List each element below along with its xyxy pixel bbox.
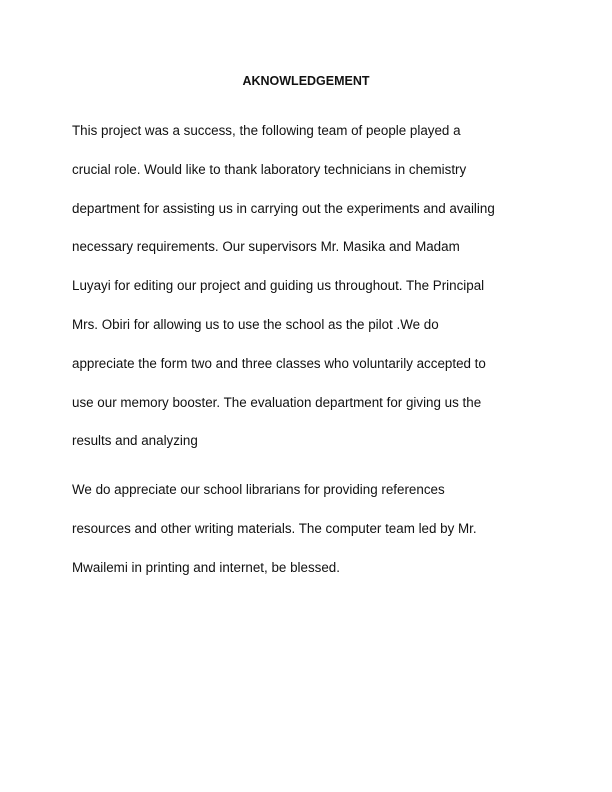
text-line: appreciate the form two and three classes who voluntarily accepted to <box>72 355 486 371</box>
text-line: crucial role. Would like to thank laboratory technicians in chemistry <box>72 161 467 177</box>
text-line: department for assisting us in carrying out the experiments and availing <box>72 200 495 216</box>
text-line: This project was a success, the following team of people played a <box>72 123 461 138</box>
text-line: resources and other writing materials. The computer team led by Mr. <box>72 520 477 536</box>
paragraph-2 <box>72 480 552 596</box>
text-line: Mwailemi in printing and internet, be blessed. <box>72 559 340 575</box>
text-line: We do appreciate our school librarians for providing references <box>72 482 445 497</box>
text-line: Luyayi for editing our project and guiding us throughout. The Principal <box>72 278 485 294</box>
page-title: AKNOWLEDGEMENT <box>242 74 370 88</box>
text-line: use our memory booster. The evaluation department for giving us the <box>72 394 482 410</box>
paragraph-1 <box>72 121 552 470</box>
text-line: Mrs. Obiri for allowing us to use the school as the pilot .We do <box>72 316 439 332</box>
text-line: necessary requirements. Our supervisors Mr. Masika and Madam <box>72 239 460 255</box>
text-line: results and analyzing <box>72 433 198 449</box>
